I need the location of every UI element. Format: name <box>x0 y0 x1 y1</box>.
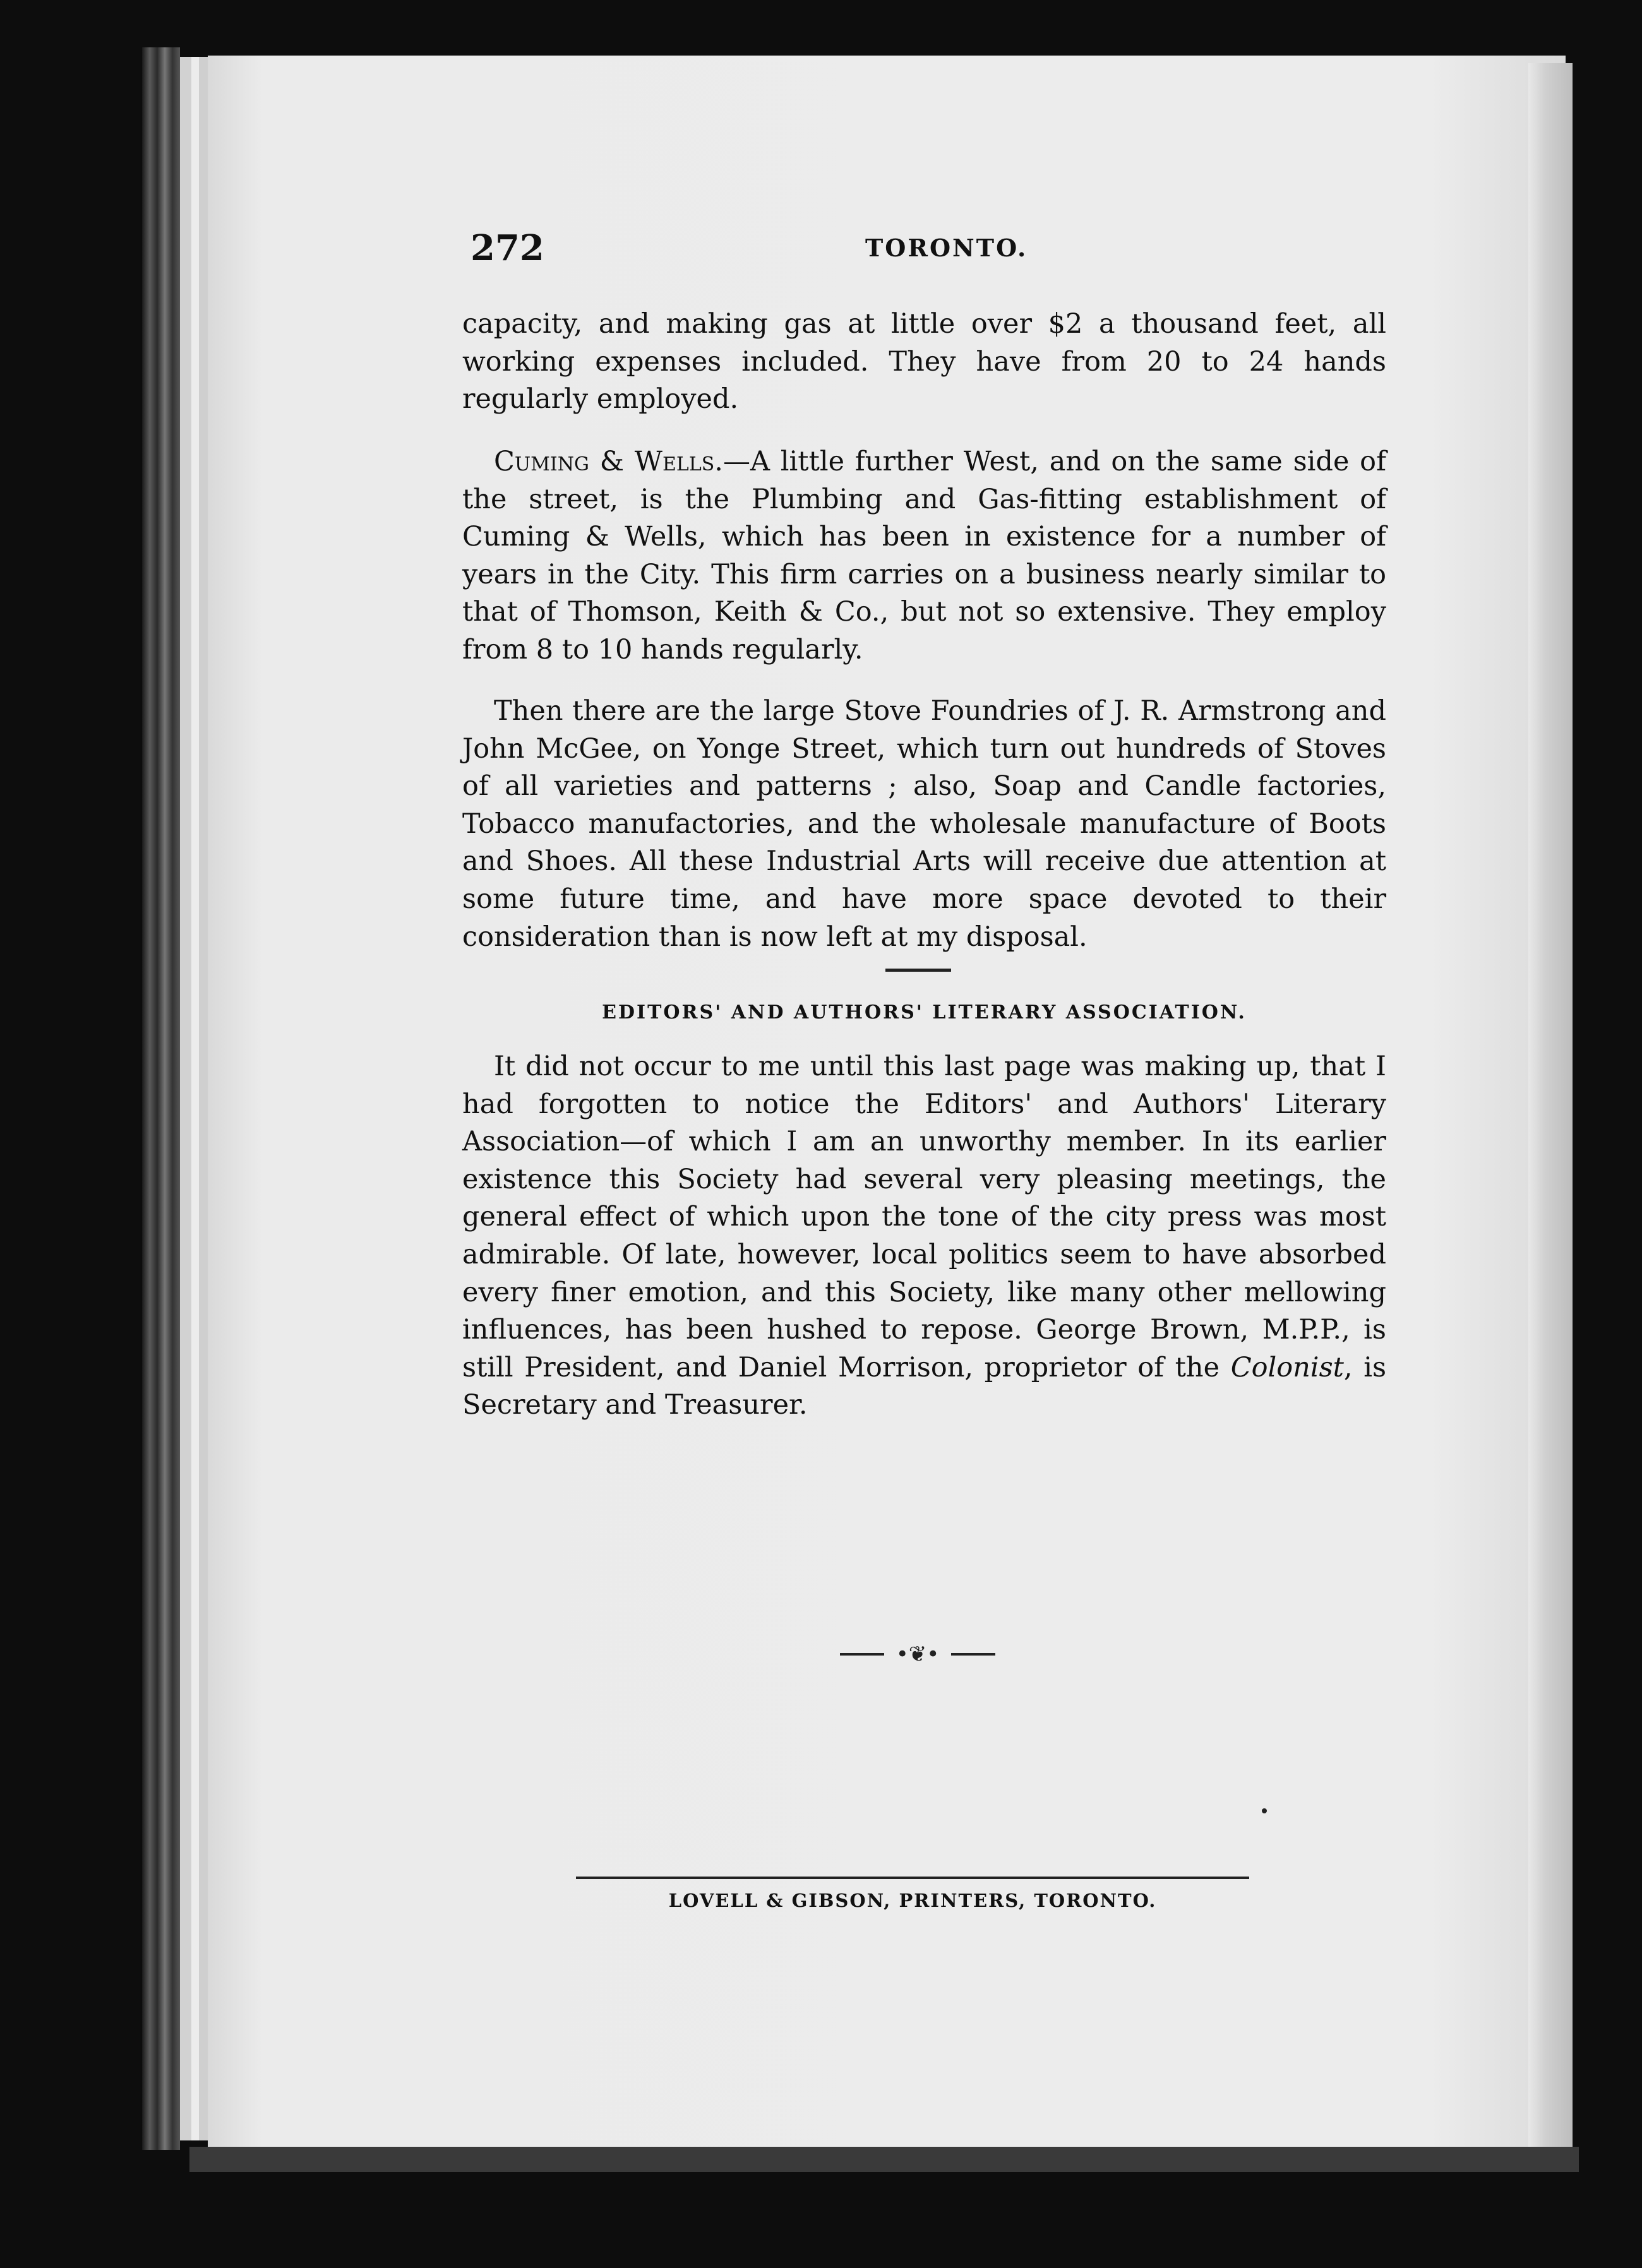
paragraph-lead-in: Cuming & Wells. <box>494 446 723 477</box>
ink-speck <box>1262 1808 1267 1813</box>
newspaper-title: Colonist <box>1230 1351 1344 1383</box>
section-divider <box>885 969 951 972</box>
section-heading: EDITORS' AND AUTHORS' LITERARY ASSOCIATION. <box>602 1001 1247 1024</box>
ornament-line <box>840 1653 884 1656</box>
paragraph-stove-foundries: Then there are the large Stove Foundries of J. R. Armstrong and John McGee, on Yonge Street, which turn out hundreds of Stoves of all varieties and patterns ; also, Soap and Candle factories, Tobacco manufactories, and the wholesale manufacture of Boots and Shoes. All these Industrial Arts will receive due attention at some future time, and have more space devoted to their consideration than is now left at my disposal. <box>462 695 1386 953</box>
page-edge <box>191 57 199 2140</box>
page-right-edge <box>1528 63 1573 2153</box>
paragraph-gas-works: capacity, and making gas at little over $2 a thousand feet, all working expenses included. They have from 20 to 24 hands regularly employed. <box>462 308 1386 415</box>
paragraph-text: It did not occur to me until this last page was making up, that I had forgotten to notice the Editors' and Authors' Literary Association—of which I am an unworthy member. In its earlier existence this Society had several very pleasing meetings, the general effect of which upon the tone of the city press was most admirable. Of late, however, local politics seem to have absorbed every finer emotion, and this Society, like many other mellowing influences, has been hushed to repose. George Brown, M.P.P., is still President, and Daniel Morrison, proprietor of the <box>462 1051 1386 1383</box>
paragraph-text: , is Secretary and Treasurer. <box>462 1351 1387 1421</box>
running-head <box>470 227 1393 272</box>
paragraph-literary-association <box>462 1048 1386 1424</box>
running-title: TORONTO. <box>865 234 1028 262</box>
printer-rule <box>576 1877 1249 1879</box>
ornament-line <box>951 1653 995 1656</box>
printer-imprint: LOVELL & GIBSON, PRINTERS, TORONTO. <box>668 1890 1157 1911</box>
end-ornament <box>840 1642 995 1667</box>
book-spine <box>142 47 180 2150</box>
page-bottom-shadow <box>189 2147 1579 2172</box>
paragraph-body: —A little further West, and on the same side of the street, is the Plumbing and Gas-fitting establishment of Cuming & Wells, which has been in existence for a number of years in the City. This firm carries on a business nearly similar to that of Thomson, Keith & Co., but not so extensive. They employ from 8 to 10 hands regularly. <box>462 446 1386 665</box>
ornament-glyph: •❦• <box>896 1642 940 1667</box>
page-edge <box>180 57 191 2140</box>
page-edge <box>199 57 208 2140</box>
paragraph-cuming-wells <box>462 443 1386 669</box>
page-number: 272 <box>470 227 544 269</box>
